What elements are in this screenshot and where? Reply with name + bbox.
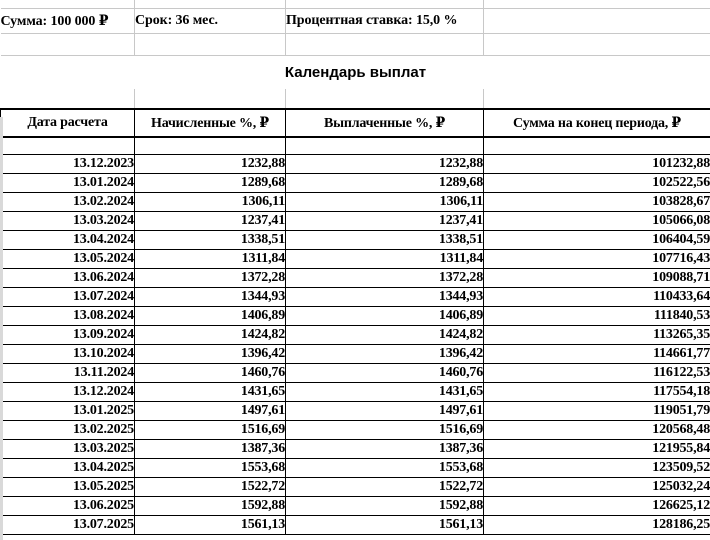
column-header-accrued: Начисленные %, ₽: [135, 109, 286, 137]
cell-accrued[interactable]: 1561,13: [135, 516, 286, 535]
blank-cell: [135, 89, 286, 109]
spacer-cell: [1, 0, 135, 9]
cell-balance[interactable]: 107716,43: [484, 250, 710, 269]
table-row: [1, 231, 710, 250]
cell-paid[interactable]: 1311,84: [286, 250, 484, 269]
cell-balance[interactable]: 114661,77: [484, 345, 710, 364]
blank-cell: [135, 34, 286, 56]
blank-cell: [484, 89, 710, 109]
cell-date[interactable]: 13.04.2024: [1, 231, 135, 250]
cell-accrued[interactable]: 1553,68: [135, 459, 286, 478]
cell-paid[interactable]: 1460,76: [286, 364, 484, 383]
param-empty-cell[interactable]: [484, 9, 710, 34]
cell-paid[interactable]: 1553,68: [286, 459, 484, 478]
cell-accrued[interactable]: 1497,61: [135, 402, 286, 421]
spacer-cell: [286, 0, 484, 9]
blank-cell: [484, 34, 710, 56]
cell-balance[interactable]: 109088,71: [484, 269, 710, 288]
cell-balance[interactable]: 103828,67: [484, 193, 710, 212]
cell-date[interactable]: 13.01.2025: [1, 402, 135, 421]
table-row: [1, 478, 710, 497]
cell-paid[interactable]: 1237,41: [286, 212, 484, 231]
blank-row-2: [1, 89, 710, 109]
table-row: [1, 497, 710, 516]
cell-accrued[interactable]: 1431,65: [135, 383, 286, 402]
cell-date[interactable]: 13.06.2024: [1, 269, 135, 288]
table-row: [1, 421, 710, 440]
cell-accrued[interactable]: 1232,88: [135, 155, 286, 174]
table-header-row: [1, 109, 710, 137]
cell-accrued[interactable]: 1338,51: [135, 231, 286, 250]
table-row: [1, 269, 710, 288]
table-row: [1, 440, 710, 459]
cell-accrued[interactable]: 1516,69: [135, 421, 286, 440]
table-row: [1, 155, 710, 174]
cell-paid[interactable]: 1592,88: [286, 497, 484, 516]
cell-paid[interactable]: 1406,89: [286, 307, 484, 326]
cell-balance[interactable]: 123509,52: [484, 459, 710, 478]
cell-date[interactable]: 13.07.2025: [1, 516, 135, 535]
parameters-row: [1, 9, 710, 34]
cell-date[interactable]: 13.06.2025: [1, 497, 135, 516]
cell-paid[interactable]: 1344,93: [286, 288, 484, 307]
cell-paid[interactable]: 1289,68: [286, 174, 484, 193]
table-row: [1, 193, 710, 212]
cell-accrued[interactable]: 1372,28: [135, 269, 286, 288]
param-amount-cell[interactable]: Сумма: 100 000 ₽: [1, 9, 135, 34]
cell-paid[interactable]: 1232,88: [286, 155, 484, 174]
cell-balance[interactable]: 126625,12: [484, 497, 710, 516]
cell-balance[interactable]: 102522,56: [484, 174, 710, 193]
cell-balance[interactable]: 125032,24: [484, 478, 710, 497]
cell-paid[interactable]: 1516,69: [286, 421, 484, 440]
cell-paid[interactable]: 1561,13: [286, 516, 484, 535]
cell-date[interactable]: 13.04.2025: [1, 459, 135, 478]
page-title: Календарь выплат: [1, 56, 710, 90]
cell-balance[interactable]: 121955,84: [484, 440, 710, 459]
cell-date[interactable]: 13.11.2024: [1, 364, 135, 383]
cell-date[interactable]: 13.02.2024: [1, 193, 135, 212]
cell-date[interactable]: 13.03.2024: [1, 212, 135, 231]
cell-balance[interactable]: 120568,48: [484, 421, 710, 440]
top-spacer-row: [1, 0, 710, 9]
cell-paid[interactable]: 1306,11: [286, 193, 484, 212]
spacer-cell: [135, 0, 286, 9]
cell-balance[interactable]: 128186,25: [484, 516, 710, 535]
table-title-row: [1, 56, 710, 90]
cell-accrued[interactable]: 1460,76: [135, 364, 286, 383]
cell-date[interactable]: 13.12.2024: [1, 383, 135, 402]
table-row: [1, 307, 710, 326]
table-blank-cell: [135, 137, 286, 155]
column-header-balance: Сумма на конец периода, ₽: [484, 109, 710, 137]
table-blank-cell: [286, 137, 484, 155]
cell-paid[interactable]: 1424,82: [286, 326, 484, 345]
cell-date[interactable]: 13.12.2023: [1, 155, 135, 174]
cell-date[interactable]: 13.03.2025: [1, 440, 135, 459]
cell-date[interactable]: 13.02.2025: [1, 421, 135, 440]
cell-accrued[interactable]: 1406,89: [135, 307, 286, 326]
cell-date[interactable]: 13.01.2024: [1, 174, 135, 193]
blank-cell: [286, 89, 484, 109]
blank-cell: [286, 34, 484, 56]
table-row: [1, 345, 710, 364]
param-rate-cell[interactable]: Процентная ставка: 15,0 %: [286, 9, 484, 34]
cell-balance[interactable]: 110433,64: [484, 288, 710, 307]
cell-accrued[interactable]: 1344,93: [135, 288, 286, 307]
param-term-cell[interactable]: Срок: 36 мес.: [135, 9, 286, 34]
cell-balance[interactable]: 116122,53: [484, 364, 710, 383]
table-row: [1, 459, 710, 478]
cell-accrued[interactable]: 1237,41: [135, 212, 286, 231]
table-blank-cell: [484, 137, 710, 155]
cell-paid[interactable]: 1431,65: [286, 383, 484, 402]
cell-accrued[interactable]: 1289,68: [135, 174, 286, 193]
cell-balance[interactable]: 113265,35: [484, 326, 710, 345]
cell-accrued[interactable]: 1522,72: [135, 478, 286, 497]
table-row: [1, 516, 710, 535]
cell-accrued[interactable]: 1311,84: [135, 250, 286, 269]
cell-balance[interactable]: 111840,53: [484, 307, 710, 326]
table-blank-cell: [1, 137, 135, 155]
table-row: [1, 174, 710, 193]
table-blank-row: [1, 137, 710, 155]
table-row: [1, 364, 710, 383]
cell-date[interactable]: 13.08.2024: [1, 307, 135, 326]
spacer-cell: [484, 0, 710, 9]
table-row: [1, 326, 710, 345]
cell-accrued[interactable]: 1387,36: [135, 440, 286, 459]
column-header-date: Дата расчета: [1, 109, 135, 137]
table-row: [1, 212, 710, 231]
cell-paid[interactable]: 1497,61: [286, 402, 484, 421]
cell-balance[interactable]: 101232,88: [484, 155, 710, 174]
cell-date[interactable]: 13.05.2025: [1, 478, 135, 497]
cell-accrued[interactable]: 1592,88: [135, 497, 286, 516]
cell-date[interactable]: 13.07.2024: [1, 288, 135, 307]
table-row: [1, 383, 710, 402]
cell-date[interactable]: 13.10.2024: [1, 345, 135, 364]
cell-date[interactable]: 13.05.2024: [1, 250, 135, 269]
cell-balance[interactable]: 105066,08: [484, 212, 710, 231]
cell-paid[interactable]: 1387,36: [286, 440, 484, 459]
cell-date[interactable]: 13.09.2024: [1, 326, 135, 345]
table-row: [1, 402, 710, 421]
blank-cell: [1, 34, 135, 56]
blank-row: [1, 34, 710, 56]
cell-paid[interactable]: 1338,51: [286, 231, 484, 250]
cell-accrued[interactable]: 1424,82: [135, 326, 286, 345]
cell-balance[interactable]: 117554,18: [484, 383, 710, 402]
cell-paid[interactable]: 1522,72: [286, 478, 484, 497]
cell-accrued[interactable]: 1306,11: [135, 193, 286, 212]
cell-paid[interactable]: 1396,42: [286, 345, 484, 364]
column-header-paid: Выплаченные %, ₽: [286, 109, 484, 137]
cell-accrued[interactable]: 1396,42: [135, 345, 286, 364]
table-row: [1, 288, 710, 307]
cell-balance[interactable]: 106404,59: [484, 231, 710, 250]
blank-cell: [1, 89, 135, 109]
cell-balance[interactable]: 119051,79: [484, 402, 710, 421]
table-row: [1, 250, 710, 269]
cell-paid[interactable]: 1372,28: [286, 269, 484, 288]
